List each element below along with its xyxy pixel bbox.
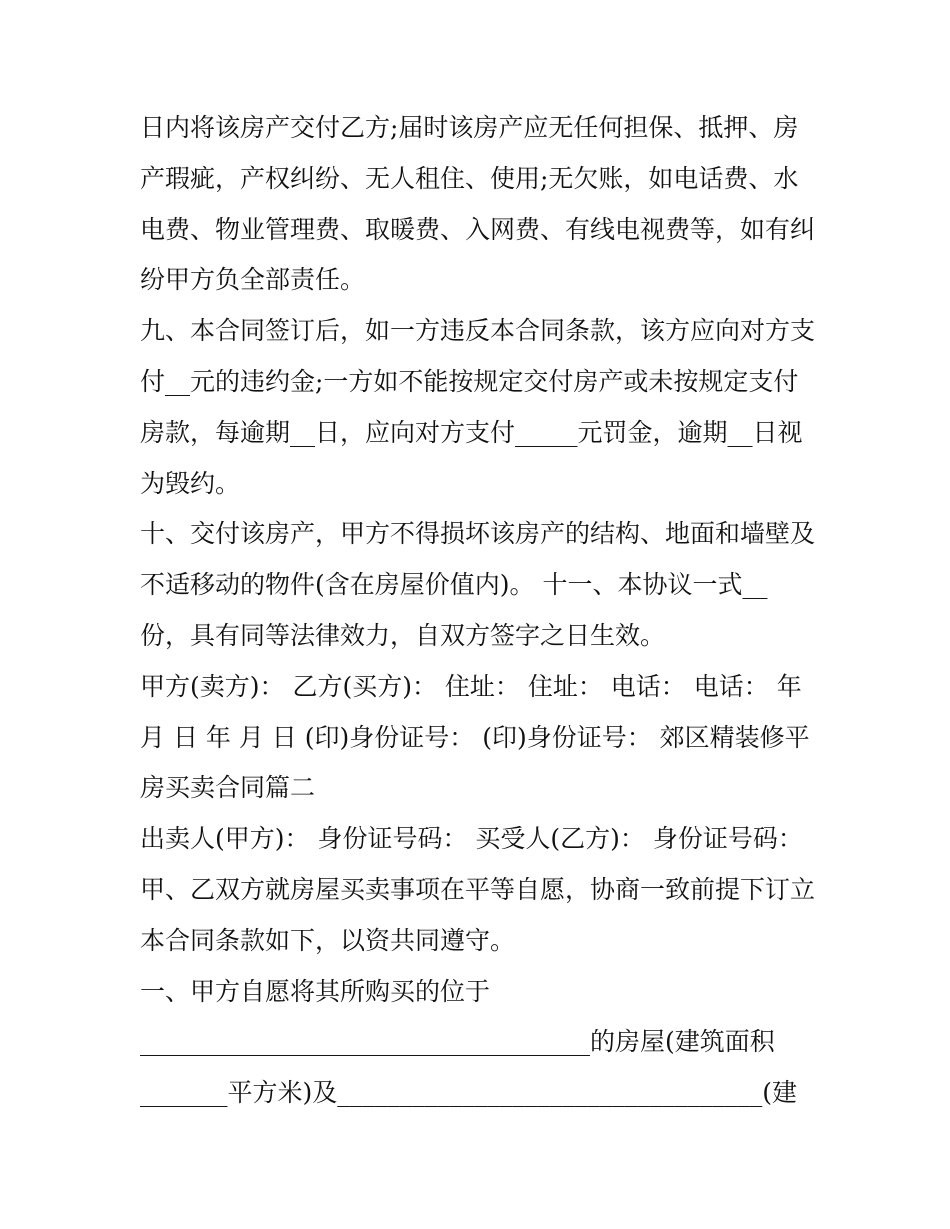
text-line: 甲、乙双方就房屋买卖事项在平等自愿，协商一致前提下订立 xyxy=(140,874,816,904)
text-line: 日内将该房产交付乙方;届时该房产应无任何担保、抵押、房 xyxy=(140,113,799,142)
text-line: ____________________________________的房屋(建筑面积 xyxy=(140,1027,775,1057)
text-line: 付__元的违约金;一方如不能按规定交付房产或未按规定支付 xyxy=(140,366,799,396)
text-line: 不适移动的物件(含在房屋价值内)。 十一、本协议一式__ xyxy=(140,570,768,600)
text-line: _______平方米)及__________________________________(建 xyxy=(140,1078,798,1108)
text-line: 出卖人(甲方)： 身份证号码： 买受人(乙方)： 身份证号码： xyxy=(140,824,803,854)
text-line: 电费、物业管理费、取暖费、入网费、有线电视费等，如有纠 xyxy=(140,214,816,244)
document-page xyxy=(140,103,830,1119)
text-line: 房买卖合同篇二 xyxy=(140,773,316,803)
text-line: 十、交付该房产，甲方不得损坏该房产的结构、地面和墙壁及 xyxy=(140,519,816,549)
text-line: 本合同条款如下，以资共同遵守。 xyxy=(140,925,516,955)
text-line: 九、本合同签订后，如一方违反本合同条款，该方应向对方支 xyxy=(140,316,816,346)
text-line: 月 日 年 月 日 (印)身份证号： (印)身份证号： 郊区精装修平 xyxy=(140,722,810,752)
text-line: 甲方(卖方)： 乙方(买方)： 住址： 住址： 电话： 电话： 年 xyxy=(140,671,802,701)
text-line: 为毁约。 xyxy=(140,468,241,498)
text-line: 纷甲方负全部责任。 xyxy=(140,265,366,295)
text-line: 房款，每逾期__日，应向对方支付_____元罚金，逾期__日视 xyxy=(140,417,803,447)
text-line: 一、甲方自愿将其所购买的位于 xyxy=(140,976,491,1006)
text-line: 产瑕疵，产权纠纷、无人租住、使用;无欠账，如电话费、水 xyxy=(140,163,799,193)
text-line: 份，具有同等法律效力，自双方签字之日生效。 xyxy=(140,620,666,650)
